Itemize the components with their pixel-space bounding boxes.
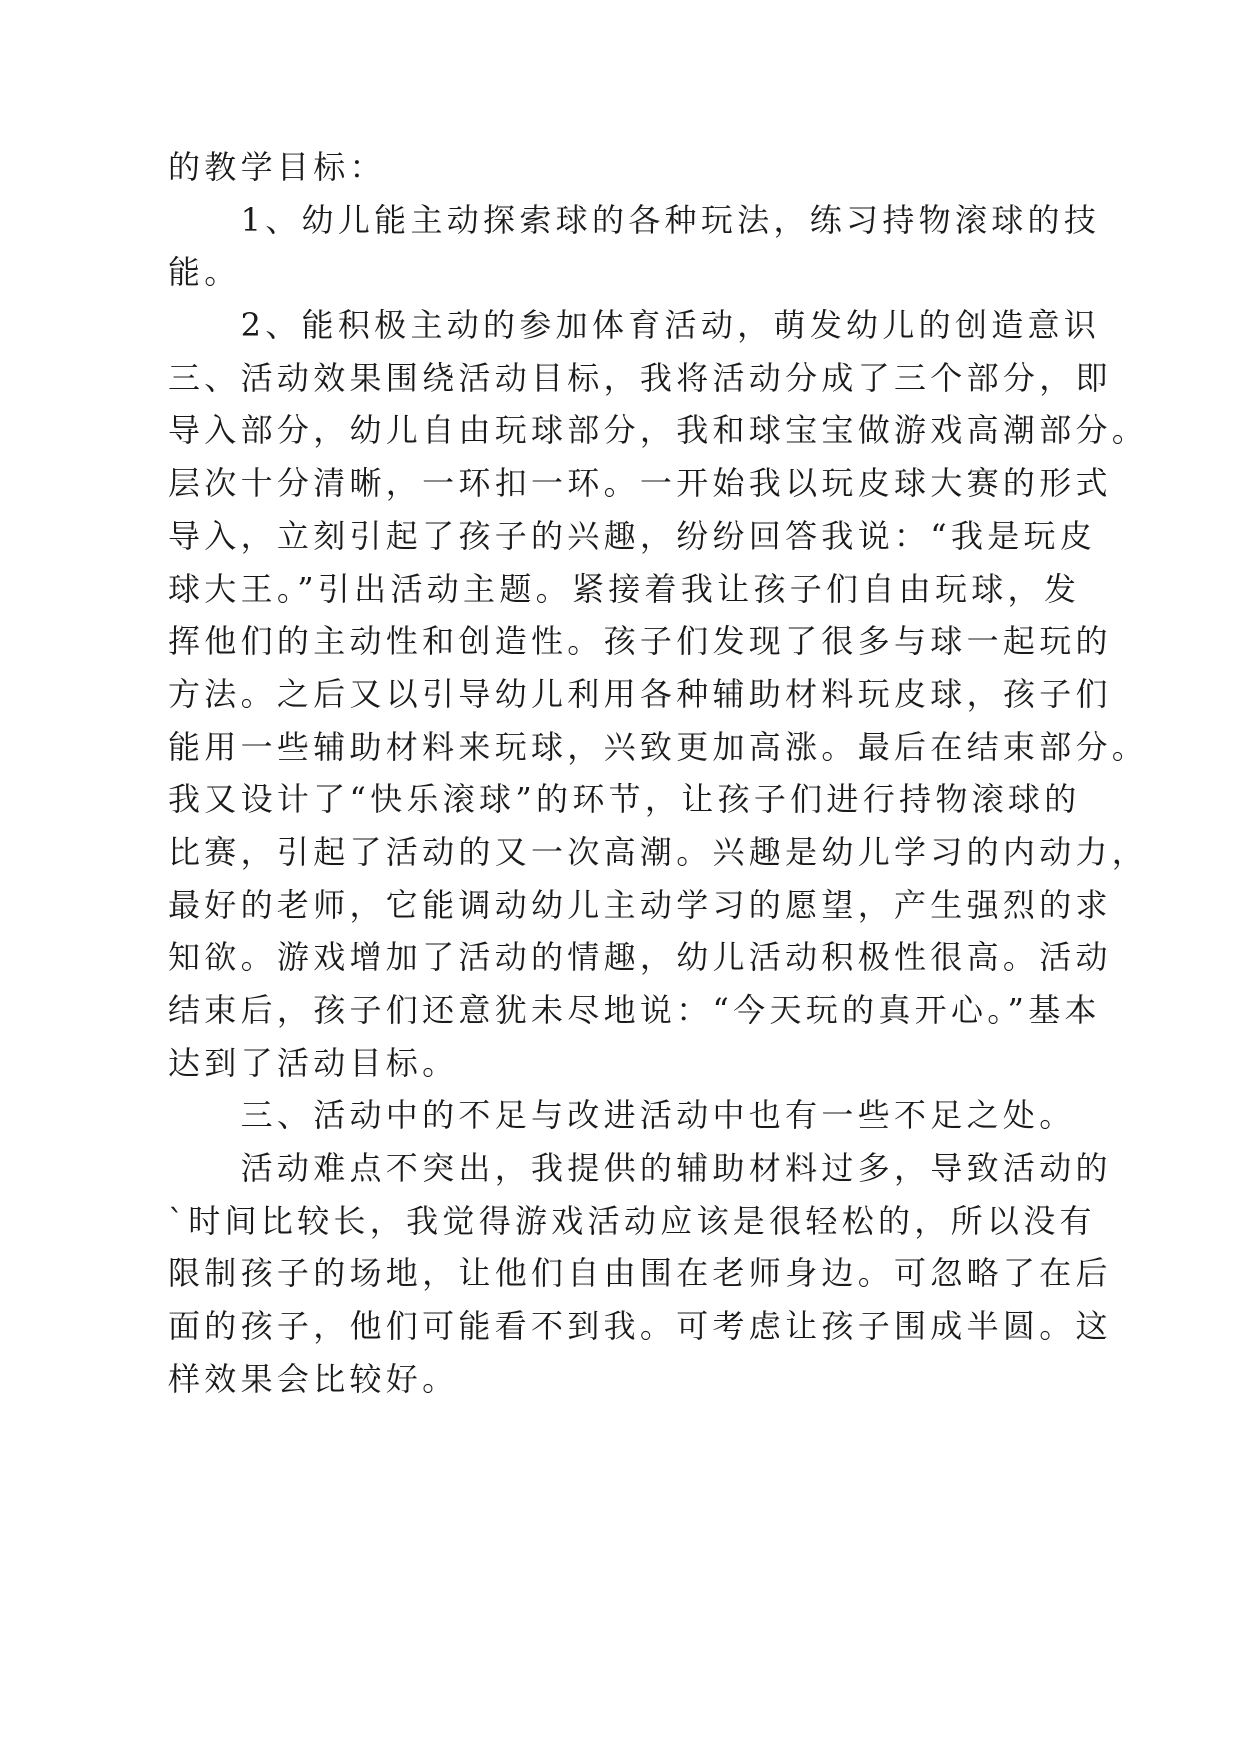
text-line: 比赛，引起了活动的又一次高潮。兴趣是幼儿学习的内动力， [168, 832, 1149, 871]
text-line: 能用一些辅助材料来玩球，兴致更加高涨。最后在结束部分。 [168, 727, 1149, 766]
text-line: 1、幼儿能主动探索球的各种玩法，练习持物滚球的技 [168, 200, 1101, 239]
text-line: 三、活动效果围绕活动目标，我将活动分成了三个部分，即 [168, 358, 1112, 397]
text-line: 挥他们的主动性和创造性。孩子们发现了很多与球一起玩的 [168, 622, 1112, 661]
text-line: 知欲。游戏增加了活动的情趣，幼儿活动积极性很高。活动 [168, 938, 1112, 977]
text-line: 面的孩子，他们可能看不到我。可考虑让孩子围成半圆。这 [168, 1307, 1112, 1346]
text-line: 达到了活动目标。 [168, 1043, 459, 1082]
text-line: 球大王。”引出活动主题。紧接着我让孩子们自由玩球，发 [168, 569, 1081, 608]
document-body [168, 141, 1149, 1406]
text-line: 方法。之后又以引导幼儿利用各种辅助材料玩皮球，孩子们 [168, 674, 1112, 713]
text-line: 导入部分，幼儿自由玩球部分，我和球宝宝做游戏高潮部分。 [168, 411, 1149, 450]
text-line: 限制孩子的场地，让他们自由围在老师身边。可忽略了在后 [168, 1254, 1112, 1293]
text-line: 结束后，孩子们还意犹未尽地说：“今天玩的真开心。”基本 [168, 991, 1101, 1029]
text-line: 我又设计了“快乐滚球”的环节，让孩子们进行持物滚球的 [168, 780, 1081, 819]
text-line: 能。 [168, 253, 241, 292]
text-line: 样效果会比较好。 [168, 1359, 459, 1398]
text-line: 的教学目标： [168, 148, 386, 186]
text-line: 2、能积极主动的参加体育活动，萌发幼儿的创造意识 [168, 306, 1101, 345]
text-line: 导入，立刻引起了孩子的兴趣，纷纷回答我说：“我是玩皮 [168, 516, 1097, 555]
text-line: 最好的老师，它能调动幼儿主动学习的愿望，产生强烈的求 [168, 885, 1112, 924]
text-line: 层次十分清晰，一环扣一环。一开始我以玩皮球大赛的形式 [168, 464, 1112, 503]
text-line: 活动难点不突出，我提供的辅助材料过多，导致活动的 [168, 1149, 1112, 1188]
text-line: 三、活动中的不足与改进活动中也有一些不足之处。 [168, 1096, 1076, 1135]
text-line: `时间比较长，我觉得游戏活动应该是很轻松的，所以没有 [168, 1201, 1096, 1240]
